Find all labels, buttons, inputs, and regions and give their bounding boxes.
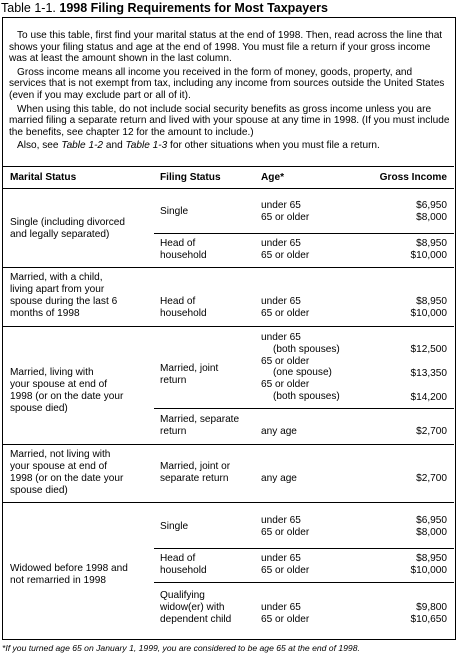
marital-status-cell: Married, not living with your spouse at end of 1998 (or on the date your spouse died)	[10, 449, 124, 496]
age-cell: any age	[261, 473, 297, 484]
table-heading: 1998 Filing Requirements for Most Taxpayers	[59, 1, 328, 15]
age-cell: any age	[261, 426, 297, 437]
table-1-2-reference: Table 1-2	[61, 140, 104, 152]
gross-income-cell: $2,700	[416, 473, 447, 484]
filing-status-cell: Married, joint or separate return	[160, 461, 231, 484]
filing-status-cell: Single	[160, 206, 189, 217]
marital-status-cell: Single (including divorced and legally separated)	[10, 217, 126, 240]
header-marital-status: Marital Status	[10, 172, 77, 183]
filing-status-cell: Qualifying widow(er) with dependent child	[160, 590, 232, 625]
age-cell: under 65 (both spouses) 65 or older (one spouse) 65 or older (both spouses)	[261, 332, 340, 402]
age-cell: under 65 65 or older	[261, 553, 310, 576]
header-age: Age*	[261, 172, 284, 183]
header-filing-status: Filing Status	[160, 172, 221, 183]
group-divider	[3, 444, 454, 445]
row-divider	[154, 548, 454, 549]
gross-income-cell: $14,200	[410, 392, 447, 403]
age-cell: under 65 65 or older	[261, 200, 310, 223]
header-gross-income: Gross Income	[379, 172, 447, 183]
intro-paragraph-4: Also, see Table 1-2 and Table 1-3 for other situations when you must file a return.	[17, 140, 380, 152]
table-1-3-reference: Table 1-3	[125, 140, 168, 152]
marital-status-cell: Married, living with your spouse at end of 1998 (or on the date your spouse died)	[10, 367, 124, 414]
gross-income-cell: $13,350	[410, 368, 447, 379]
group-divider	[3, 502, 454, 503]
filing-status-cell: Single	[160, 521, 189, 532]
age-cell: under 65 65 or older	[261, 602, 310, 625]
filing-status-cell: Head of household	[160, 238, 207, 261]
gross-income-cell: $8,950 $10,000	[410, 296, 447, 319]
filing-status-cell: Head of household	[160, 296, 207, 319]
gross-income-cell: $12,500	[410, 344, 447, 355]
filing-status-cell: Married, joint return	[160, 363, 219, 386]
gross-income-cell: $8,950 $10,000	[410, 553, 447, 576]
intro-paragraph-3: When using this table, do not include social security benefits as gross income unless you are married filing a separate return and lived with your spouse at any time in 1998. (If you must include the benefits, see chapter 12 for the amount to include.)	[9, 103, 450, 138]
age-cell: under 65 65 or older	[261, 515, 310, 538]
gross-income-cell: $6,950 $8,000	[416, 515, 447, 538]
row-divider	[154, 582, 454, 583]
row-divider	[154, 233, 454, 234]
intro-paragraph-1: To use this table, first find your marital status at the end of 1998. Then, read across the line that shows your filing status and age at the end of 1998. You must file a return if your gross income was at least the amount shown in the last column.	[9, 30, 443, 65]
filing-requirements-table	[2, 17, 456, 640]
filing-status-cell: Head of household	[160, 553, 207, 576]
gross-income-cell: $8,950 $10,000	[410, 238, 447, 261]
column-header-row	[3, 166, 454, 189]
intro-paragraph-2: Gross income means all income you received in the form of money, goods, property, and services that is not exempt from tax, including any income from sources outside the United States (even if you may exclude part or all of it).	[9, 66, 445, 101]
table-title	[1, 0, 328, 17]
group-divider	[3, 326, 454, 327]
gross-income-cell: $2,700	[416, 426, 447, 437]
gross-income-cell: $9,800 $10,650	[410, 602, 447, 625]
table-footnote: *If you turned age 65 on January 1, 1999, you are considered to be age 65 at the end of 1998.	[2, 643, 360, 653]
row-divider	[154, 408, 454, 409]
table-introduction	[9, 30, 451, 154]
age-cell: under 65 65 or older	[261, 238, 310, 261]
marital-status-cell: Married, with a child, living apart from your spouse during the last 6 months of 1998	[10, 272, 118, 319]
marital-status-cell: Widowed before 1998 and not remarried in 1998	[10, 563, 128, 586]
table-number: Table 1-1.	[1, 1, 56, 15]
gross-income-cell: $6,950 $8,000	[416, 200, 447, 223]
filing-status-cell: Married, separate return	[160, 414, 240, 437]
age-cell: under 65 65 or older	[261, 296, 310, 319]
group-divider	[3, 267, 454, 268]
